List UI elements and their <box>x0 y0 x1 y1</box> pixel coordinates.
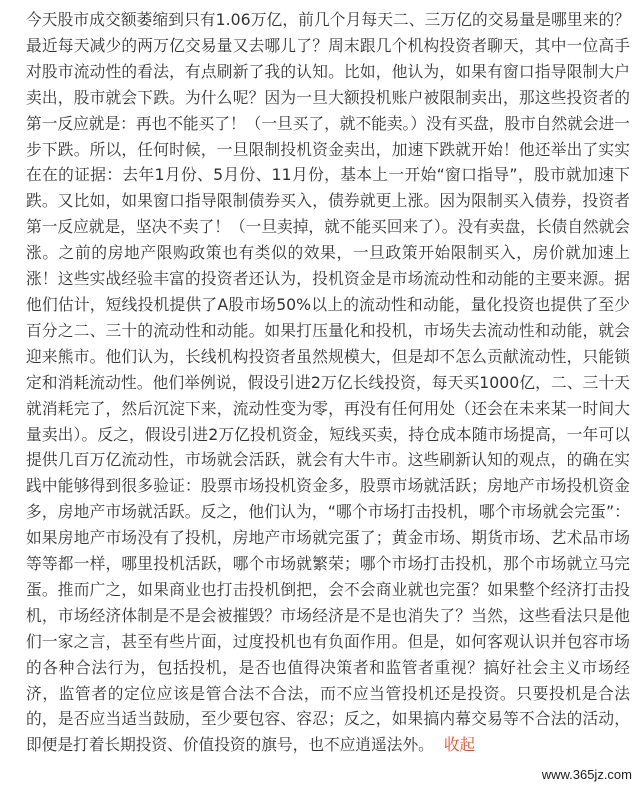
article-body <box>26 7 630 758</box>
collapse-link[interactable]: 收起 <box>443 735 476 755</box>
site-watermark: www.365jz.com <box>541 767 632 782</box>
article-text: 今天股市成交额萎缩到只有1.06万亿，前几个月每天二、三万亿的交易量是哪里来的？最近每天减少的两万亿交易量又去哪儿了？周末跟几个机构投资者聊天，其中一位高手对股市流动性的看法，有点刷新了我的认知。比如，他认为，如果有窗口指导限制大户卖出，股市就会下跌。为什么呢？因为一旦大额投机账户被限制卖出，那这些投资者的第一反应就是：再也不能买了！（一旦买了，就不能卖。）没有买盘，股市自然就会进一步下跌。所以，任何时候，一旦限制投机资金卖出，加速下跌就开始！他还举出了实实在在的证据：去年1月份、5月份、11月份，基本上一开始“窗口指导”，股市就加速下跌。又比如，如果窗口指导限制债券买入，债券就更上涨。因为限制买入债券，投资者第一反应就是，坚决不卖了！（一旦卖掉，就不能买回来了）。没有卖盘，长债自然就会涨。之前的房地产限购政策也有类似的效果，一旦政策开始限制买入，房价就加速上涨！这些实战经验丰富的投资者还认为，投机资金是市场流动性和动能的主要来源。据他们估计，短线投机提供了A股市场50%以上的流动性和动能，量化投资也提供了至少百分之二、三十的流动性和动能。如果打压量化和投机，市场失去流动性和动能，就会迎来熊市。他们认为，长线机构投资者虽然规模大，但是却不怎么贡献流动性，只能锁定和消耗流动性。他们举例说，假设引进2万亿长线投资，每天买1000亿，二、三十天就消耗完了，然后沉淀下来，流动性变为零，再没有任何用处（还会在未来某一时间大量卖出）。反之，假设引进2万亿投机资金，短线买卖，持仓成本随市场提高，一年可以提供几百万亿流动性，市场就会活跃，就会有大牛市。这些刷新认知的观点，的确在实践中能够得到很多验证：股票市场投机资金多，股票市场就活跃；房地产市场投机资金多，房地产市场就活跃。反之，他们认为，“哪个市场打击投机，哪个市场就会完蛋”：如果房地产市场没有了投机，房地产市场就完蛋了；黄金市场、期货市场、艺术品市场等等都一样，哪里投机活跃，哪个市场就繁荣；哪个市场打击投机，那个市场就立马完蛋。推而广之，如果商业也打击投机倒把，会不会商业就也完蛋？如果整个经济打击投机，市场经济体制是不是会被摧毁？市场经济是不是也消失了？当然，这些看法只是他们一家之言，甚至有些片面，过度投机也有负面作用。但是，如何客观认识并包容市场的各种合法行为，包括投机，是否也值得决策者和监管者重视？搞好社会主义市场经济，监管者的定位应该是管合法不合法，而不应当管投机还是投资。只要投机是合法的，是否应当适当鼓励，至少要包容、容忍；反之，如果搞内幕交易等不合法的活动，即便是打着长期投资、价值投资的旗号，也不应逍遥法外。 <box>26 10 630 755</box>
